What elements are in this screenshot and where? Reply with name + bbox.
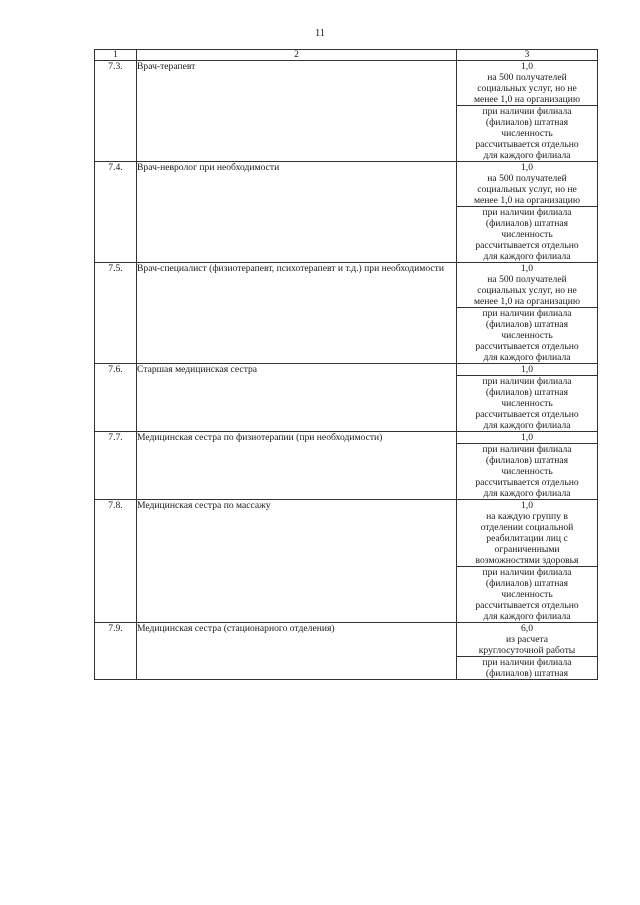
norm-line: 1,0 (521, 432, 533, 443)
norm-line: ограниченными (494, 544, 560, 555)
norm-line: при наличии филиала (482, 308, 572, 319)
position-name: Медицинская сестра (стационарного отделения) (137, 623, 457, 680)
norm-line: при наличии филиала (482, 376, 572, 387)
norm-line: отделении социальной (480, 522, 574, 533)
table-row (95, 500, 598, 623)
row-number: 7.5. (95, 263, 137, 364)
norm-block (457, 206, 597, 262)
table-header-row (95, 50, 598, 61)
norm-block (457, 656, 597, 679)
staffing-norm (457, 162, 598, 263)
column-header: 3 (457, 50, 598, 61)
norm-line: для каждого филиала (483, 150, 571, 161)
position-name: Врач-терапевт (137, 61, 457, 162)
norm-line: круглосуточной работы (478, 645, 576, 656)
norm-line: (филиалов) штатная (485, 387, 569, 398)
row-number: 7.9. (95, 623, 137, 680)
table-row (95, 432, 598, 500)
norm-line: для каждого филиала (483, 251, 571, 262)
table-row (95, 364, 598, 432)
norm-line: социальных услуг, но не (477, 285, 577, 296)
staffing-norm (457, 263, 598, 364)
norm-block (457, 566, 597, 622)
norm-line: 6,0 (521, 623, 533, 634)
staffing-norm (457, 500, 598, 623)
norm-line: рассчитывается отдельно (475, 409, 579, 420)
norm-line: численность (501, 229, 553, 240)
norm-line: возможностями здоровья (475, 555, 579, 566)
norm-line: численность (501, 398, 553, 409)
staffing-norm (457, 61, 598, 162)
norm-line: реабилитации лиц с (486, 533, 568, 544)
norm-line: численность (501, 589, 553, 600)
norm-line: на 500 получателей (487, 173, 567, 184)
norm-line: для каждого филиала (483, 611, 571, 622)
norm-line: менее 1,0 на организацию (473, 94, 581, 105)
row-number: 7.7. (95, 432, 137, 500)
norm-line: 1,0 (521, 364, 533, 375)
norm-block (457, 623, 597, 656)
page-number: 11 (314, 28, 326, 39)
norm-line: менее 1,0 на организацию (473, 195, 581, 206)
table-row (95, 162, 598, 263)
norm-line: (филиалов) штатная (485, 319, 569, 330)
table-row (95, 623, 598, 680)
staffing-norm (457, 364, 598, 432)
row-number: 7.4. (95, 162, 137, 263)
norm-line: социальных услуг, но не (477, 184, 577, 195)
norm-line: на 500 получателей (487, 274, 567, 285)
norm-block (457, 364, 597, 375)
position-name: Медицинская сестра по физиотерапии (при необходимости) (137, 432, 457, 500)
norm-line: при наличии филиала (482, 444, 572, 455)
norm-line: 1,0 (521, 162, 533, 173)
norm-line: 1,0 (521, 61, 533, 72)
norm-line: рассчитывается отдельно (475, 240, 579, 251)
norm-line: (филиалов) штатная (485, 668, 569, 679)
norm-line: при наличии филиала (482, 207, 572, 218)
norm-line: при наличии филиала (482, 106, 572, 117)
norm-line: 1,0 (521, 500, 533, 511)
norm-block (457, 105, 597, 161)
norm-block (457, 500, 597, 566)
norm-block (457, 61, 597, 105)
table-row (95, 61, 598, 162)
norm-block (457, 162, 597, 206)
norm-block (457, 443, 597, 499)
norm-line: рассчитывается отдельно (475, 139, 579, 150)
norm-line: из расчета (505, 634, 549, 645)
norm-line: 1,0 (521, 263, 533, 274)
norm-line: на каждую группу в (486, 511, 568, 522)
norm-line: численность (501, 466, 553, 477)
norm-block (457, 263, 597, 307)
position-name: Врач-специалист (физиотерапевт, психотерапевт и т.д.) при необходимости (137, 263, 457, 364)
norm-line: социальных услуг, но не (477, 83, 577, 94)
norm-line: численность (501, 330, 553, 341)
column-header: 1 (95, 50, 137, 61)
staffing-norm (457, 432, 598, 500)
norm-line: рассчитывается отдельно (475, 600, 579, 611)
column-header: 2 (137, 50, 457, 61)
norm-block (457, 432, 597, 443)
row-number: 7.6. (95, 364, 137, 432)
norm-line: (филиалов) штатная (485, 117, 569, 128)
norm-line: менее 1,0 на организацию (473, 296, 581, 307)
norm-block (457, 375, 597, 431)
norm-line: для каждого филиала (483, 420, 571, 431)
norm-line: рассчитывается отдельно (475, 341, 579, 352)
position-name: Медицинская сестра по массажу (137, 500, 457, 623)
norm-line: (филиалов) штатная (485, 218, 569, 229)
position-name: Старшая медицинская сестра (137, 364, 457, 432)
table-row (95, 263, 598, 364)
norm-line: численность (501, 128, 553, 139)
norm-line: при наличии филиала (482, 567, 572, 578)
norm-line: на 500 получателей (487, 72, 567, 83)
position-name: Врач-невролог при необходимости (137, 162, 457, 263)
norm-block (457, 307, 597, 363)
norm-line: (филиалов) штатная (485, 578, 569, 589)
norm-line: рассчитывается отдельно (475, 477, 579, 488)
norm-line: для каждого филиала (483, 352, 571, 363)
norm-line: для каждого филиала (483, 488, 571, 499)
row-number: 7.3. (95, 61, 137, 162)
staffing-table (94, 49, 598, 680)
staffing-norm (457, 623, 598, 680)
norm-line: (филиалов) штатная (485, 455, 569, 466)
row-number: 7.8. (95, 500, 137, 623)
norm-line: при наличии филиала (482, 657, 572, 668)
